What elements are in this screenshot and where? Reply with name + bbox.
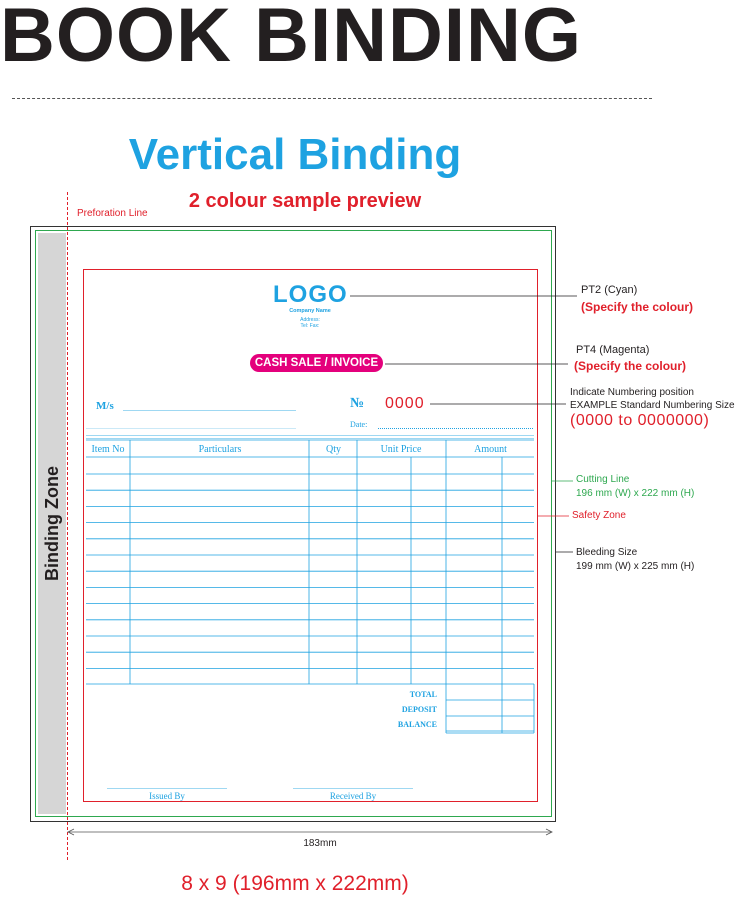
bleeding-size-label: Bleeding Size [576,547,638,558]
preview-note: 2 colour sample preview [188,190,422,212]
page-size-label: 8 x 9 (196mm x 222mm) [181,872,409,895]
deposit-label: DEPOSIT [401,705,437,714]
cutting-line-label: Cutting Line [576,474,630,485]
ms-label: M/s [96,400,114,412]
binding-zone-label: Binding Zone [41,466,62,581]
pt2-label: PT2 (Cyan) [581,284,638,296]
issued-by-label: Issued By [149,791,185,801]
company-tel-fax: Tel: Fax: [300,323,320,329]
safety-zone-label: Safety Zone [572,510,626,521]
number-value: 0000 [385,395,425,412]
col-amount: Amount [474,444,507,455]
cutting-line-size: 196 mm (W) x 222 mm (H) [576,488,695,499]
pt4-note: (Specify the colour) [574,359,687,373]
received-by-line [293,788,413,789]
company-address: Address: [300,317,320,323]
numbering-range: (0000 to 0000000) [570,412,710,429]
col-unit-price: Unit Price [380,444,422,455]
col-item-no: Item No [91,444,125,455]
pt4-label: PT4 (Magenta) [576,344,650,356]
number-symbol: № [350,396,365,411]
company-name: Company Name [289,308,331,314]
pt2-note: (Specify the colour) [581,300,694,314]
col-particulars: Particulars [198,444,242,455]
date-label: Date: [350,420,368,429]
bleeding-size-dims: 199 mm (W) x 225 mm (H) [576,561,695,572]
dimension-arrow [68,829,552,835]
perforation-label: Preforation Line [77,208,148,219]
balance-label: BALANCE [397,720,437,729]
page-heading: BOOK BINDING [0,0,582,78]
col-qty: Qty [326,444,341,455]
issued-by-line [107,788,227,789]
numbering-position-note: Indicate Numbering position [570,387,694,398]
numbering-example-note: EXAMPLE Standard Numbering Size [570,400,735,411]
logo-text: LOGO [273,281,348,308]
received-by-label: Received By [329,791,377,801]
total-label: TOTAL [409,690,437,699]
binding-type-title: Vertical Binding [128,130,462,179]
invoice-title-badge: CASH SALE / INVOICE [250,354,383,372]
width-dimension-label: 183mm [303,838,337,849]
